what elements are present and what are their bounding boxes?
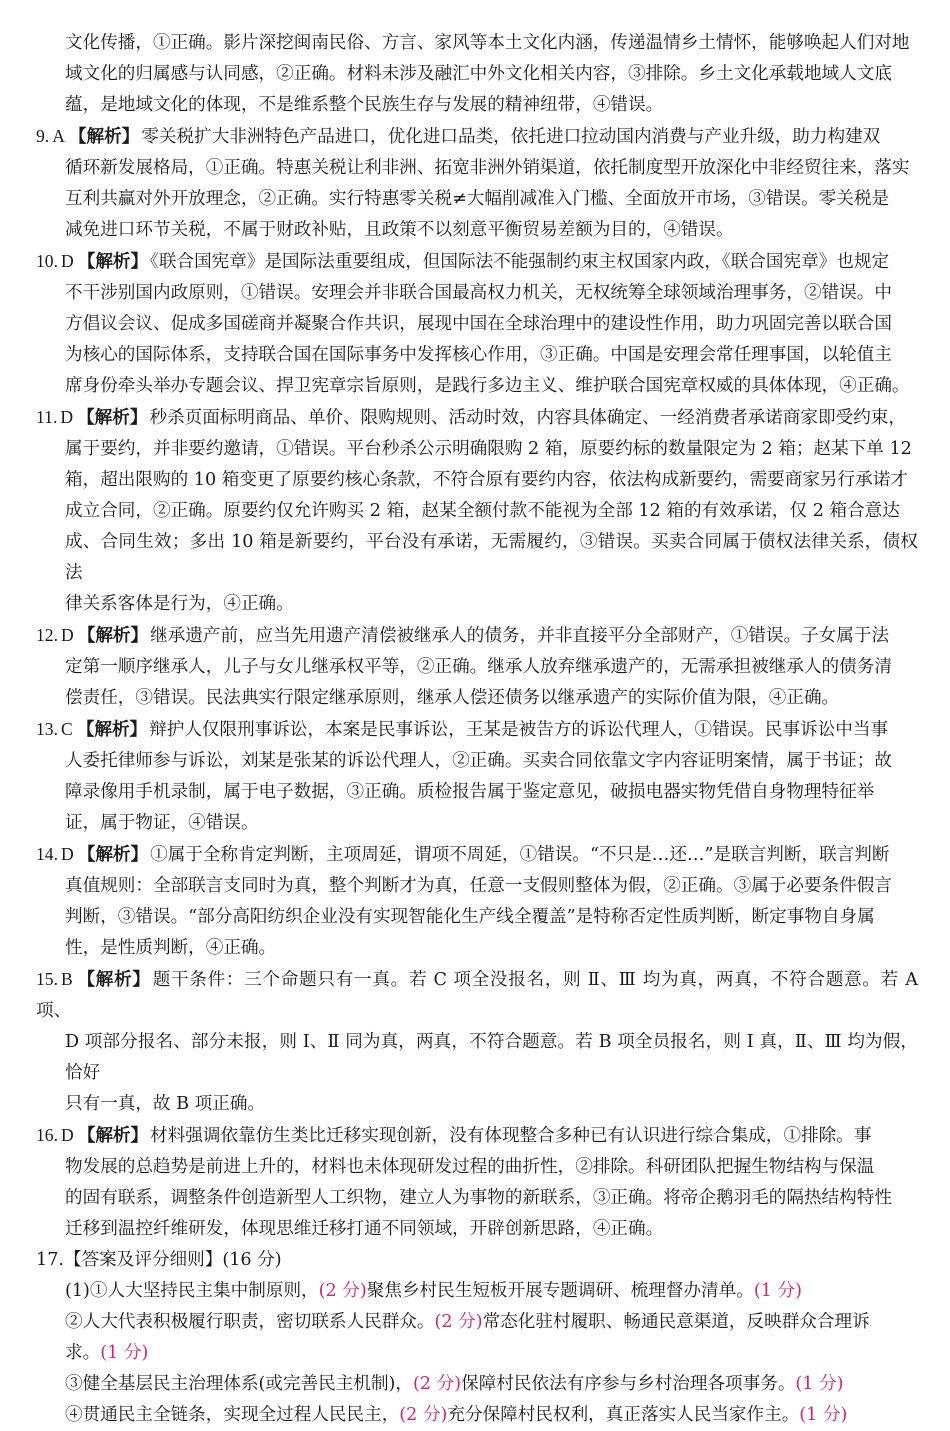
scoring-point-text: 聚焦乡村民生短板开展专题调研、梳理督办清单。 <box>366 1281 754 1301</box>
analysis-tag: 【解析】 <box>77 1125 149 1146</box>
answer-item-first-line <box>36 402 918 434</box>
scoring-point-text: ④贯通民主全链条，实现全过程人民民主， <box>65 1405 400 1425</box>
text-line: 席身份牵头举办专题会议、捍卫宪章宗旨原则，是践行多边主义、维护联合国宪章权威的具体体现，④正确。 <box>65 376 910 396</box>
analysis-tag: 【解析】 <box>77 251 149 272</box>
text-line: 律关系客体是行为，④正确。 <box>65 594 294 614</box>
answer-item-first-line <box>36 1120 918 1152</box>
scoring-point <box>36 1369 918 1400</box>
text-line: 的固有联系，调整条件创造新型人工织物，建立人为事物的新联系，③正确。将帝企鹅羽毛的隔热结构特性 <box>65 1188 892 1208</box>
question-17-points <box>36 1276 918 1431</box>
score-label: (2 分) <box>399 1405 448 1425</box>
question-number: 9. <box>36 126 50 146</box>
answer-item-first-line <box>36 964 918 1027</box>
answer-item <box>36 121 918 246</box>
text-line: 互利共赢对外开放理念，②正确。实行特惠零关税≠大幅削减准入门槛、全面放开市场，③错误。零关税是 <box>65 189 890 209</box>
text-line: 迁移到温控纤维研发，体现思维迁移打通不同领域，开辟创新思路，④正确。 <box>65 1219 664 1239</box>
analysis-text: 零关税扩大非洲特色产品进口，优化进口品类，依托进口拉动国内消费与产业升级，助力构建双 <box>141 127 881 147</box>
answer-letter: D <box>61 251 74 271</box>
text-line: 判断，③错误。“部分高阳纺织企业没有实现智能化生产线全覆盖”是特称否定性质判断，断定事物自身属 <box>65 907 875 927</box>
text-line: 属于要约，并非要约邀请，①错误。平台秒杀公示明确限购 2 箱，原要约标的数量限定为 2 箱；赵某下单 12 <box>65 439 912 459</box>
analysis-tag: 【解析】 <box>77 407 148 428</box>
answer-letter: C <box>61 719 73 739</box>
scoring-point-text: ②人大代表积极履行职责，密切联系人民群众。 <box>65 1312 435 1332</box>
analysis-tag: 【解析】 <box>77 625 149 646</box>
question-number: 16. <box>36 1125 58 1145</box>
scoring-point-text: 充分保障村民权利，真正落实人民当家作主。 <box>447 1405 800 1425</box>
score-label: (1 分) <box>100 1343 149 1363</box>
analysis-text: 继承遗产前，应当先用遗产清偿被继承人的债务，并非直接平分全部财产，①错误。子女属于法 <box>150 626 890 646</box>
text-line: 减免进口环节关税，不属于财政补贴，且政策不以刻意平衡贸易差额为目的，④错误。 <box>65 220 734 240</box>
scoring-point-text: (1)①人大坚持民主集中制原则， <box>65 1281 319 1301</box>
text-line: 真值规则：全部联言支同时为真，整个判断才为真，任意一支假则整体为假，②正确。③属于必要条件假言 <box>65 876 892 896</box>
text-line: 不干涉别国内政原则，①错误。安理会并非联合国最高权力机关，无权统筹全球领域治理事务，②错误。中 <box>65 283 892 303</box>
analysis-text: 辩护人仅限刑事诉讼，本案是民事诉讼，王某是被告方的诉讼代理人，①错误。民事诉讼中当事 <box>149 720 889 740</box>
answer-items <box>36 121 918 1245</box>
question-number: 15. <box>36 969 58 989</box>
text-line: 定第一顺序继承人，儿子与女儿继承权平等，②正确。继承人放弃继承遗产的，无需承担被继承人的债务清 <box>65 657 892 677</box>
answer-letter: B <box>61 969 73 989</box>
text-line: 循环新发展格局，①正确。特惠关税让利非洲、拓宽非洲外销渠道，依托制度型开放深化中非经贸往来，落实 <box>65 158 910 178</box>
answer-letter: A <box>52 126 65 146</box>
question-number: 14. <box>36 844 58 864</box>
answer-letter: D <box>61 625 74 645</box>
text-line: 只有一真，故 B 项正确。 <box>65 1094 266 1114</box>
text-line: 蕴，是地域文化的体现，不是维系整个民族生存与发展的精神纽带，④错误。 <box>65 95 664 115</box>
score-label: (2 分) <box>318 1281 367 1301</box>
answer-item <box>36 246 918 402</box>
scoring-point-continuation <box>36 1338 918 1369</box>
continued-paragraph-8 <box>36 28 918 121</box>
score-label: (2 分) <box>434 1312 483 1332</box>
text-line: 物发展的总趋势是前进上升的，材料也未体现研发过程的曲折性，②排除。科研团队把握生物结构与保温 <box>65 1157 875 1177</box>
scoring-point-text: ③健全基层民主治理体系(或完善民主机制)， <box>65 1374 414 1394</box>
question-number: 11. <box>36 407 58 427</box>
answer-item <box>36 964 918 1120</box>
answer-item <box>36 714 918 839</box>
text-line: 偿责任，③错误。民法典实行限定继承原则，继承人偿还债务以继承遗产的实际价值为限，④正确。 <box>65 688 840 708</box>
answer-item <box>36 1120 918 1245</box>
question-number: 10. <box>36 251 58 271</box>
analysis-text: 题干条件：三个命题只有一真。若 C 项全没报名，则 Ⅱ、Ⅲ 均为真，两真，不符合题意。若 A 项、 <box>36 970 918 1021</box>
score-label: (1 分) <box>795 1374 844 1394</box>
answer-item-first-line <box>36 839 918 871</box>
answer-letter: D <box>61 844 74 864</box>
question-17-heading: 17.【答案及评分细则】(16 分) <box>36 1250 282 1270</box>
score-label: (1 分) <box>753 1281 802 1301</box>
scoring-point <box>36 1400 918 1431</box>
analysis-text: 材料强调依靠仿生类比迁移实现创新，没有体现整合多种已有认识进行综合集成，①排除。事 <box>150 1126 872 1146</box>
text-line: 方倡议会议、促成多国磋商并凝聚合作共识，展现中国在全球治理中的建设性作用，助力巩固完善以联合国 <box>65 314 892 334</box>
text-line: 域文化的归属感与认同感，②正确。材料未涉及融汇中外文化相关内容，③排除。乡土文化承载地域人文底 <box>65 64 892 84</box>
scoring-point-text: 常态化驻村履职、畅通民意渠道，反映群众合理诉 <box>482 1312 870 1332</box>
analysis-text: 《联合国宪章》是国际法重要组成，但国际法不能强制约束主权国家内政，《联合国宪章》也规定 <box>150 252 890 272</box>
score-label: (1 分) <box>799 1405 848 1425</box>
text-line: 成、合同生效；多出 10 箱是新要约，平台没有承诺，无需履约，③错误。买卖合同属于债权法律关系，债权法 <box>65 532 918 583</box>
answer-letter: D <box>61 1125 74 1145</box>
text-line: 为核心的国际体系，支持联合国在国际事务中发挥核心作用，③正确。中国是安理会常任理事国，以轮值主 <box>65 345 892 365</box>
question-17-block <box>36 1245 918 1431</box>
scoring-point <box>36 1276 918 1307</box>
scoring-point-text: 保障村民依法有序参与乡村治理各项事务。 <box>461 1374 796 1394</box>
answer-item-first-line <box>36 714 918 746</box>
text-line: 性，是性质判断，④正确。 <box>65 938 277 958</box>
analysis-tag: 【解析】 <box>76 969 151 990</box>
answer-letter: D <box>60 407 74 427</box>
analysis-text: ①属于全称肯定判断，主项周延，谓项不周延，①错误。“不只是…还…”是联言判断，联言判断 <box>150 845 890 865</box>
question-number: 12. <box>36 625 58 645</box>
question-number: 13. <box>36 719 58 739</box>
text-line: 文化传播，①正确。影片深挖闽南民俗、方言、家风等本土文化内涵，传递温情乡土情怀，能够唤起人们对地 <box>65 33 910 53</box>
text-line: 箱，超出限购的 10 箱变更了原要约核心条款，不符合原有要约内容，依法构成新要约，需要商家另行承诺才 <box>65 470 908 490</box>
answer-item <box>36 402 918 620</box>
scoring-point <box>36 1307 918 1338</box>
answer-item-first-line <box>36 246 918 278</box>
text-line: 障录像用手机录制，属于电子数据，③正确。质检报告属于鉴定意见，破损电器实物凭借自身物理特征举 <box>65 782 875 802</box>
analysis-tag: 【解析】 <box>76 719 148 740</box>
answer-item-first-line <box>36 620 918 652</box>
answer-item-first-line <box>36 121 918 153</box>
scoring-point-text: 求。 <box>65 1343 101 1363</box>
analysis-tag: 【解析】 <box>68 126 140 147</box>
score-label: (2 分) <box>413 1374 462 1394</box>
text-line: D 项部分报名、部分未报，则 Ⅰ、Ⅱ 同为真，两真，不符合题意。若 B 项全员报名，则 Ⅰ 真，Ⅱ、Ⅲ 均为假，恰好 <box>65 1032 918 1083</box>
text-line: 成立合同，②正确。原要约仅允许购买 2 箱，赵某全额付款不能视为全部 12 箱的有效承诺，仅 2 箱合意达 <box>65 501 900 521</box>
text-line: 证，属于物证，④错误。 <box>65 813 259 833</box>
answer-item <box>36 839 918 964</box>
analysis-text: 秒杀页面标明商品、单价、限购规则、活动时效，内容具体确定、一经消费者承诺商家即受约束， <box>149 408 906 428</box>
analysis-tag: 【解析】 <box>77 844 149 865</box>
text-line: 人委托律师参与诉讼，刘某是张某的诉讼代理人，②正确。买卖合同依靠文字内容证明案情，属于书证；故 <box>65 751 892 771</box>
answer-item <box>36 620 918 714</box>
